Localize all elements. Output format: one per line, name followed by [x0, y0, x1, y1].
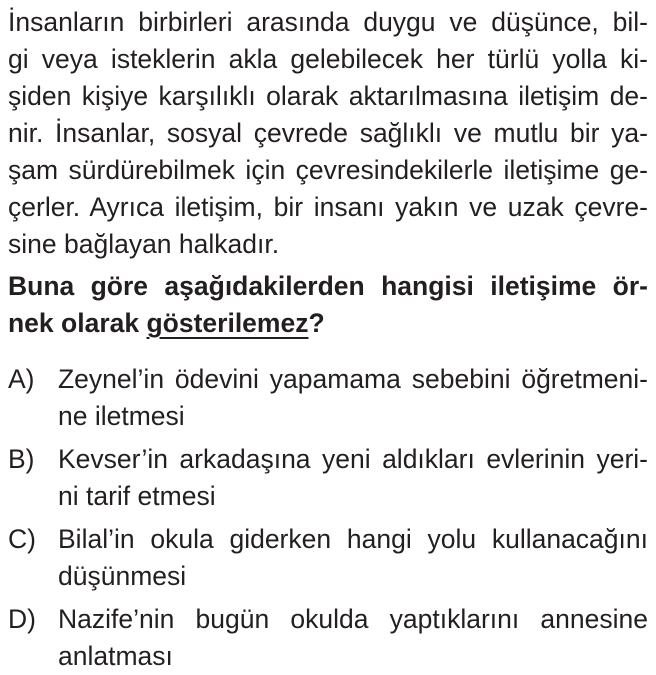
- answer-options: [8, 361, 648, 675]
- option-a[interactable]: [8, 361, 648, 435]
- option-line: Kevser’in arkadaşına yeni aldıkları evlerinin yeri-: [58, 444, 648, 474]
- option-text: [58, 361, 648, 435]
- option-letter: D): [8, 604, 36, 634]
- option-letter: B): [8, 444, 35, 474]
- option-line: ne iletmesi: [58, 401, 185, 431]
- option-letter: A): [8, 364, 35, 394]
- passage-line: nir. İnsanlar, sosyal çevrede sağlıklı ve mutlu bir ya-: [8, 118, 648, 148]
- passage-text: [8, 4, 648, 263]
- question-line: Buna göre aşağıdakilerden hangisi iletişime ör-: [8, 271, 648, 301]
- passage-line: şiden kişiye karşılıklı olarak aktarılmasına iletişim de-: [8, 81, 648, 111]
- option-text: [58, 441, 648, 515]
- option-line: düşünmesi: [58, 561, 187, 591]
- option-text: [58, 601, 648, 675]
- option-line: Nazife’nin bugün okulda yaptıklarını annesine: [58, 604, 648, 634]
- question-emphasis: gösterilemez: [146, 308, 309, 338]
- question-line: [8, 305, 648, 342]
- option-b[interactable]: [8, 441, 648, 515]
- question-prefix: nek olarak: [8, 308, 147, 338]
- passage-line: sine bağlayan halkadır.: [8, 229, 280, 259]
- option-text: [58, 521, 648, 595]
- option-d[interactable]: [8, 601, 648, 675]
- option-line: Zeynel’in ödevini yapamama sebebini öğretmeni-: [58, 364, 648, 394]
- option-line: anlatması: [58, 641, 173, 671]
- option-letter: C): [8, 524, 36, 554]
- question-suffix: ?: [308, 308, 325, 338]
- option-line: Bilal’in okula giderken hangi yolu kullanacağını: [58, 524, 648, 554]
- passage-line: çerler. Ayrıca iletişim, bir insanı yakın ve uzak çevre-: [8, 192, 648, 222]
- option-line: ni tarif etmesi: [58, 481, 216, 511]
- passage-line: İnsanların birbirleri arasında duygu ve düşünce, bil-: [8, 7, 648, 37]
- question-stem: [8, 268, 648, 342]
- option-c[interactable]: [8, 521, 648, 595]
- passage-line: şam sürdürebilmek için çevresindekilerle iletişime ge-: [8, 155, 648, 185]
- passage-line: gi veya isteklerin akla gelebilecek her türlü yolla ki-: [8, 44, 648, 74]
